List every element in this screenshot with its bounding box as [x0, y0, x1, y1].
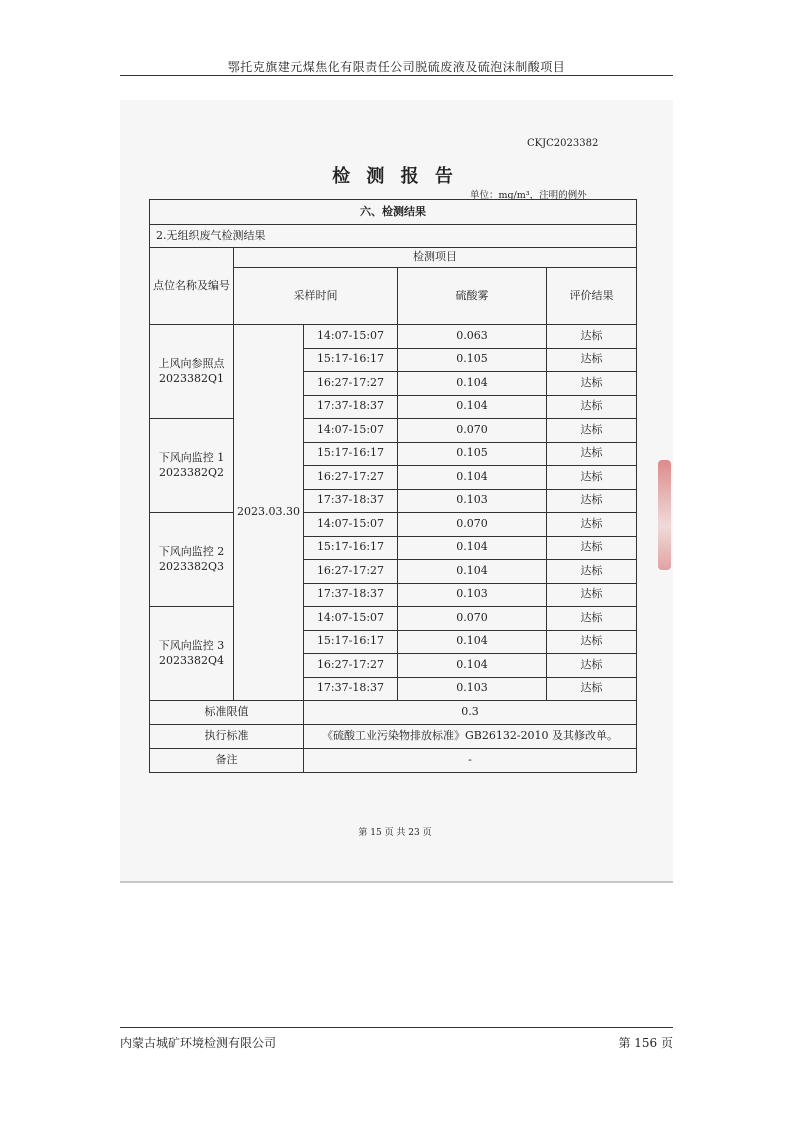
point-code: 2023382Q1 — [158, 371, 224, 385]
scan-bottom-edge — [120, 881, 673, 883]
point-name: 上风向参照点 — [158, 356, 225, 370]
evaluation-result: 达标 — [547, 654, 637, 678]
measured-value: 0.104 — [398, 560, 547, 584]
sampling-time: 16:27-17:27 — [304, 466, 398, 490]
remark-row — [150, 749, 637, 773]
sampling-time: 17:37-18:37 — [304, 677, 398, 701]
report-id: CKJC2023382 — [527, 138, 599, 149]
evaluation-result: 达标 — [547, 442, 637, 466]
evaluation-result: 达标 — [547, 607, 637, 631]
measured-value: 0.104 — [398, 536, 547, 560]
table-row — [150, 419, 637, 443]
measured-value: 0.104 — [398, 654, 547, 678]
table-row — [150, 607, 637, 631]
evaluation-result: 达标 — [547, 560, 637, 584]
sampling-time: 17:37-18:37 — [304, 583, 398, 607]
point-name-cell — [150, 513, 234, 607]
sampling-time: 15:17-16:17 — [304, 536, 398, 560]
measured-value: 0.104 — [398, 395, 547, 419]
sampling-time: 14:07-15:07 — [304, 325, 398, 349]
results-table-body — [150, 200, 637, 773]
evaluation-result: 达标 — [547, 395, 637, 419]
section-title: 六、检测结果 — [150, 200, 637, 225]
measured-value: 0.104 — [398, 372, 547, 396]
table-row — [150, 513, 637, 537]
col-header-sampling-time: 采样时间 — [234, 268, 398, 325]
sampling-time: 15:17-16:17 — [304, 630, 398, 654]
header-divider — [120, 75, 673, 76]
limit-label: 标准限值 — [150, 701, 304, 725]
point-name-cell — [150, 607, 234, 701]
sampling-time: 14:07-15:07 — [304, 419, 398, 443]
col-header-test-items: 检测项目 — [234, 248, 637, 268]
point-name: 下风向监控 1 — [158, 450, 225, 464]
point-code: 2023382Q4 — [158, 653, 224, 667]
page-indicator: 第 15 页 共 23 页 — [358, 828, 432, 838]
sampling-time: 17:37-18:37 — [304, 395, 398, 419]
evaluation-result: 达标 — [547, 489, 637, 513]
measured-value: 0.103 — [398, 583, 547, 607]
measured-value: 0.103 — [398, 677, 547, 701]
evaluation-result: 达标 — [547, 325, 637, 349]
standard-label: 执行标准 — [150, 725, 304, 749]
limit-value: 0.3 — [304, 701, 637, 725]
footer-divider — [120, 1027, 673, 1028]
unit-note: 单位：mg/m³，注明的例外 — [470, 190, 587, 201]
point-name: 下风向监控 3 — [158, 638, 225, 652]
evaluation-result: 达标 — [547, 466, 637, 490]
evaluation-result: 达标 — [547, 536, 637, 560]
measured-value: 0.105 — [398, 348, 547, 372]
document-header-title: 鄂托克旗建元煤焦化有限责任公司脱硫废液及硫泡沫制酸项目 — [227, 60, 566, 74]
measured-value: 0.063 — [398, 325, 547, 349]
sampling-date: 2023.03.30 — [234, 325, 304, 701]
measured-value: 0.070 — [398, 513, 547, 537]
measured-value: 0.070 — [398, 419, 547, 443]
sampling-time: 16:27-17:27 — [304, 560, 398, 584]
measured-value: 0.105 — [398, 442, 547, 466]
point-name-cell — [150, 325, 234, 419]
col-header-evaluation: 评价结果 — [547, 268, 637, 325]
results-table — [149, 199, 637, 773]
footer-page-number: 第 156 页 — [618, 1036, 673, 1050]
sampling-time: 17:37-18:37 — [304, 489, 398, 513]
sampling-time: 14:07-15:07 — [304, 513, 398, 537]
report-title: 检 测 报 告 — [332, 166, 458, 187]
subsection-title: 2.无组织废气检测结果 — [150, 225, 637, 248]
standard-row — [150, 725, 637, 749]
evaluation-result: 达标 — [547, 677, 637, 701]
evaluation-result: 达标 — [547, 583, 637, 607]
sampling-time: 16:27-17:27 — [304, 654, 398, 678]
evaluation-result: 达标 — [547, 419, 637, 443]
col-header-substance: 硫酸雾 — [398, 268, 547, 325]
seal-stamp-edge — [658, 460, 671, 570]
footer-company: 内蒙古城矿环境检测有限公司 — [120, 1036, 277, 1050]
standard-value: 《硫酸工业污染物排放标准》GB26132-2010 及其修改单。 — [304, 725, 637, 749]
evaluation-result: 达标 — [547, 513, 637, 537]
sampling-time: 16:27-17:27 — [304, 372, 398, 396]
measured-value: 0.104 — [398, 630, 547, 654]
evaluation-result: 达标 — [547, 630, 637, 654]
measured-value: 0.104 — [398, 466, 547, 490]
limit-row — [150, 701, 637, 725]
point-code: 2023382Q3 — [158, 559, 224, 573]
sampling-time: 15:17-16:17 — [304, 442, 398, 466]
point-code: 2023382Q2 — [158, 465, 224, 479]
point-name-cell — [150, 419, 234, 513]
table-row — [150, 325, 637, 349]
measured-value: 0.070 — [398, 607, 547, 631]
remark-label: 备注 — [150, 749, 304, 773]
sampling-time: 15:17-16:17 — [304, 348, 398, 372]
evaluation-result: 达标 — [547, 348, 637, 372]
evaluation-result: 达标 — [547, 372, 637, 396]
point-name: 下风向监控 2 — [158, 544, 225, 558]
col-header-point: 点位名称及编号 — [150, 248, 234, 325]
remark-value: - — [304, 749, 637, 773]
sampling-time: 14:07-15:07 — [304, 607, 398, 631]
measured-value: 0.103 — [398, 489, 547, 513]
